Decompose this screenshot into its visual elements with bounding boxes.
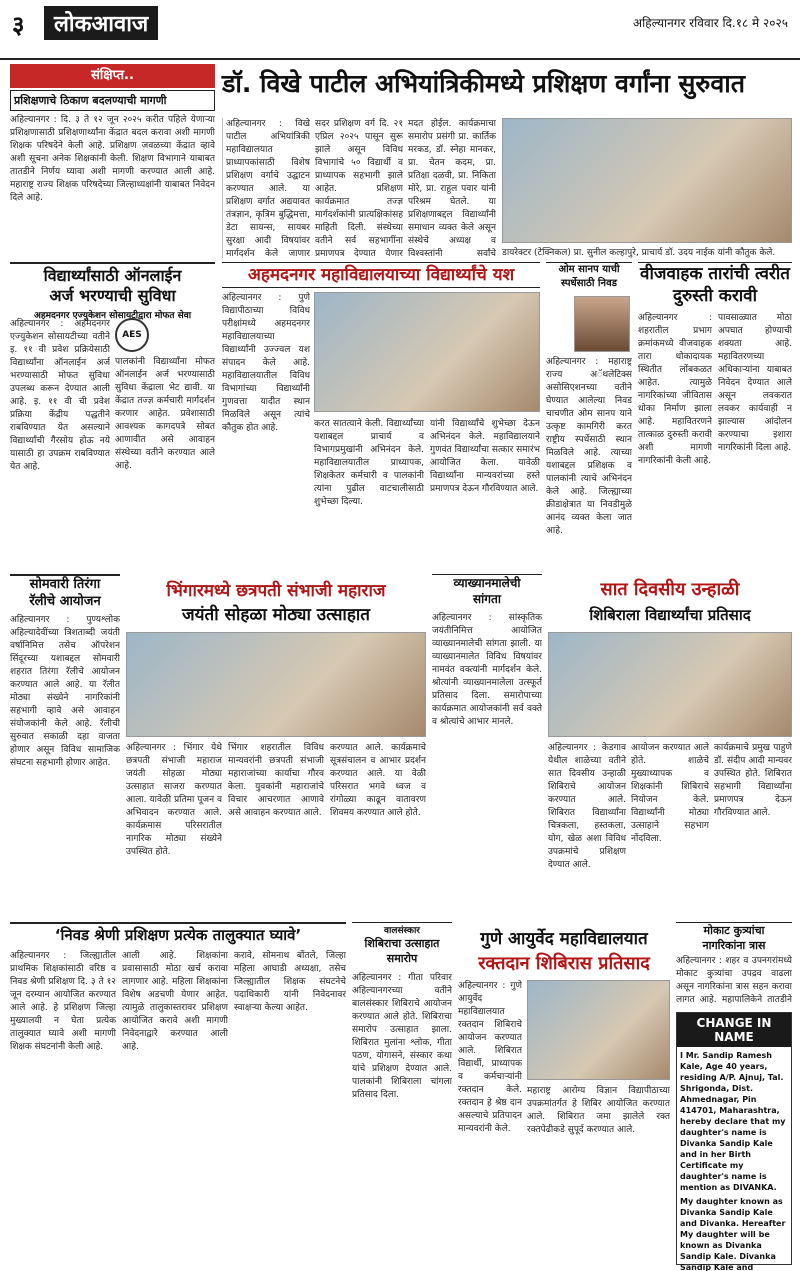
- paper-logo: लोकआवाज: [44, 6, 158, 40]
- change-name-para2: My daughter known as Divanka Sandip Kale and Divanka. Hereafter My daughter will be known as Divanka Sandip Kale. Divanka Sandip Kale and: [680, 1197, 786, 1271]
- ahmednagar-photo: [314, 292, 540, 412]
- change-name-ad: [676, 1012, 792, 1271]
- main-photo: [502, 118, 792, 243]
- walaskar-headline-line1: शिबिराचा उत्साहात: [364, 937, 440, 950]
- camp-headline-line2: शिबिराला विद्यार्थ्यांचा प्रतिसाद: [589, 606, 751, 624]
- change-name-para1: I Mr. Sandip Ramesh Kale, Age 40 years, residing A/P. Ajnuj, Tal. Shrigonda, Dist. Ahmednagar, Pin 414701, Maharashtra, hereby declare that my daughter's name is Divanka Sandip Kale and in her Birth Certificate my daughter's name is mention as DIVANKA.: [680, 1051, 786, 1192]
- walaskar-body: अहिल्यानगर : गीता परिवार अहिल्यानगरच्या वतीने बालसंस्कार शिबिराचे आयोजन करण्यात आले होते. शिबिराचा समारोप उत्साहात झाला. शिबिरात मुलांना श्लोक, गीता पठण, योगासने, संस्कार कथा यांचे प्रशिक्षण देण्यात आले. पालकांनी शिबिराला चांगला प्रतिसाद दिला.: [352, 973, 452, 1100]
- main-headline: डॉ. विखे पाटील अभियांत्रिकीमध्ये प्रशिक्षण वर्गांना सुरुवात: [222, 69, 745, 98]
- mokat-story: [676, 922, 792, 953]
- walaskar-story: [352, 922, 452, 966]
- sambhaji-headline-line2: जयंती सोहळा मोठ्या उत्साहात: [182, 605, 370, 625]
- pune-photo: [527, 980, 670, 1080]
- om-body: अहिल्यानगर : महाराष्ट्र राज्य अॅथलेटिक्स असोसिएशनच्या वतीने घेण्यात आलेल्या निवड चाचणीत ओम सानप याने उत्कृष्ट कामगिरी करत राष्ट्रीय स्पर्धेसाठी स्थान मिळविले आहे. त्याच्या यशाबद्दल प्रशिक्षक व पालकांनी त्याचे अभिनंदन केले आहे. जिल्ह्याच्या क्रीडाक्षेत्रात या निवडीमुळे आनंद व्यक्त केला जात आहे.: [546, 357, 632, 536]
- main-body-col3: मदत होईल. कार्यक्रमाचा समारोप प्रसंगी प्रा. कार्तिक मरकड, डॉ. स्नेहा मानकर, प्रा. चेतन कदम, प्रा. प्रतिक्षा दळवी, प्रा. निकिता मोरे, प्रा. राहुल पवार यांनी परिश्रम घेतले. या प्रशिक्षणाबद्दल विद्यार्थ्यांनी समाधान व्यक्त केले असून संस्थेचे अध्यक्ष व विश्वस्तांनी सर्वांचे: [408, 119, 496, 258]
- main-body-col1: अहिल्यानगर : विखे पाटील अभियांत्रिकी महाविद्यालयात प्राध्यापकांसाठी विशेष प्रशिक्षण वर्गाचे उद्घाटन करण्यात आले. या प्रशिक्षण वर्गात अद्ययावत तंत्रज्ञान, कृत्रिम बुद्धिमत्ता, डेटा सायन्स, सायबर सुरक्षा आदी विषयांवर मार्गदर्शन केले जाणार: [222, 118, 310, 258]
- ahmednagar-body-col3: यांनी विद्यार्थ्यांचे शुभेच्छा देऊन अभिनंदन केले. महाविद्यालयाने गुणवंत विद्यार्थ्यांचा सत्कार समारंभ आयोजित केला. यावेळी विद्यार्थ्यांना मान्यवरांच्या हस्ते प्रमाणपत्र देऊन गौरविण्यात आले.: [430, 419, 540, 494]
- ahmednagar-headline: अहमदनगर महाविद्यालयाच्या विद्यार्थ्यांचे यश: [222, 262, 540, 288]
- training-body-col2: आली आहे. शिक्षकांना प्रवासासाठी मोठा खर्च करावा लागणार आहे. महिला शिक्षकांना विशेष अडचणी येणार आहेत. त्यामुळे तालुकास्तरावर प्रशिक्षण आयोजित करावे अशी मागणी निवेदनाद्वारे करण्यात आली आहे.: [122, 951, 228, 1052]
- camp-photo: [548, 632, 792, 737]
- change-name-heading: CHANGE IN NAME: [677, 1013, 791, 1047]
- sambhaji-body-col3: करण्यात आले. कार्यक्रमाचे सूत्रसंचालन व आभार प्रदर्शन करण्यात आले. या वेळी परिसरात भगवे ध्वज व रांगोळ्या काढून वातावरण शिवमय करण्यात आले होते.: [330, 743, 426, 818]
- om-headline: ओम सानप याची स्पर्धेसाठी निवड: [558, 264, 620, 289]
- wire-story: [638, 262, 792, 307]
- main-photo-caption: डायरेक्टर (टेक्निकल) प्रा. सुनील कल्हापुरे, प्राचार्य डॉ. उदय नाईक यांनी कौतुक केले.: [502, 248, 776, 258]
- wire-headline-line1: वीजवाहक तारांची त्वरीत: [640, 264, 790, 284]
- om-body-side: [546, 296, 572, 356]
- wire-body-col2: पावसाळ्यात मोठा अपघात होण्याची शक्यता आहे. महावितरणच्या अधिकाऱ्यांना याबाबत निवेदन देण्यात आले असून लवकरात लवकर कार्यवाही न झाल्यास आंदोलन करण्याचा इशारा नागरिकांनी दिला आहे.: [718, 313, 792, 453]
- online-body-right: पालकांनी विद्यार्थ्यांना मोफत ऑनलाईन अर्ज भरण्यासाठी सुविधा केंद्राला भेट द्यावी. या केंद्रात तज्ज्ञ कर्मचारी मार्गदर्शन करणार आहेत. प्रवेशासाठी आवश्यक कागदपत्रे सोबत आणावीत असे आवाहन संस्थेच्या वतीने करण्यात आले आहे.: [115, 357, 215, 471]
- training-headline: ‘निवड श्रेणी प्रशिक्षण प्रत्येक तालुक्यात घ्यावे’: [10, 922, 346, 946]
- camp-body-col1: अहिल्यानगर : केडगाव येथील शाळेच्या वतीने सात दिवसीय उन्हाळी शिबिराचे आयोजन करण्यात आले. शिबिरात विद्यार्थ्यांना चित्रकला, हस्तकला, योग, खेळ अशा विविध उपक्रमांचे प्रशिक्षण देण्यात आले.: [548, 743, 626, 870]
- camp-body-col3: कार्यक्रमाचे प्रमुख पाहुणे डॉ. संदीप आदी मान्यवर उपस्थित होते. शिबिरात सहभागी विद्यार्थ्यांना प्रमाणपत्र देऊन गौरविण्यात आले.: [714, 743, 792, 818]
- training-body-col1: अहिल्यानगर : जिल्ह्यातील प्राथमिक शिक्षकांसाठी वरिष्ठ व निवड श्रेणी प्रशिक्षण दि. ३ ते १२ जून दरम्यान आयोजित करण्यात आले आहे. हे प्रशिक्षण जिल्हा मुख्यालयी न घेता प्रत्येक तालुक्यात घ्यावे अशी मागणी शिक्षक संघटनांनी केली आहे.: [10, 951, 116, 1052]
- om-portrait: [574, 296, 630, 352]
- aes-logo: AES: [115, 318, 149, 352]
- sambhaji-body-col2: भिंगार शहरातील विविध मान्यवरांनी छत्रपती संभाजी महाराजांच्या कार्याचा गौरव केला. युवकांनी महाराजांचे विचार आचरणात आणावे असे आवाहन करण्यात आले.: [228, 743, 324, 818]
- camp-body-col2: आयोजन करण्यात आले होते. शाळेचे मुख्याध्यापक व शिक्षकांनी शिबिराचे नियोजन केले. विद्यार्थ्यांनी मोठ्या उत्साहाने सहभाग नोंदविला.: [631, 743, 709, 844]
- pune-body-col2: महाराष्ट्र आरोग्य विज्ञान विद्यापीठाच्या उपक्रमांतर्गत हे शिबिर आयोजित करण्यात आले. शिबिरात जमा झालेले रक्त रक्तपेढीकडे सुपूर्द करण्यात आले.: [527, 1086, 670, 1135]
- training-body-col3: करावे, सोमनाथ बोंतले, जिल्हा महिला आघाडी अध्यक्षा, तसेच जिल्ह्यातील शिक्षक संघटनेचे पदाधिकारी यांनी निवेदनावर स्वाक्षऱ्या केल्या आहेत.: [234, 951, 346, 1013]
- sambhaji-headline-line1: भिंगारमध्ये छत्रपती संभाजी महाराज: [166, 581, 386, 601]
- ahmednagar-body-col2: करत सातत्याने केली. विद्यार्थ्यांच्या यशाबद्दल प्राचार्य व विभागप्रमुखांनी अभिनंदन केले. महाविद्यालयातील प्राध्यापक, शिक्षकेतर कर्मचारी व पालकांनी त्यांना पुढील वाटचालीसाठी शुभेच्छा दिल्या.: [314, 419, 424, 507]
- tiranga-body: अहिल्यानगर : पुण्यश्लोक अहिल्यादेवींच्या त्रिशताब्दी जयंती वर्षानिमित्त तसेच ऑपरेशन सिंदूरच्या यशाबद्दल सोमवारी शहरात तिरंगा रॅलीचे आयोजन करण्यात आले आहे. या रॅलीत मोठ्या संख्येने नागरिकांनी सहभागी व्हावे असे आवाहन संयोजकांनी केले आहे. रॅलीची सुरुवात सकाळी दहा वाजता होणार असून विविध सामाजिक संघटना सहभागी होणार आहेत.: [10, 615, 120, 768]
- online-headline-line1: विद्यार्थ्यांसाठी ऑनलाईन: [43, 266, 182, 285]
- page-number: ३: [12, 11, 25, 39]
- mokat-headline-line2: नागरिकांना त्रास: [702, 939, 766, 952]
- sankshipt-body: अहिल्यानगर : दि. ३ ते १२ जून २०२५ करीत पहिले येणाऱ्या प्रशिक्षणासाठी प्रशिक्षणार्थ्यांना केंद्रात बदल करावा अशी मागणी शिक्षक परिषदेने केली आहे. प्रशिक्षण जवळच्या केंद्रात व्हावे अशी सूचना अनेक शिक्षकांनी केली. शिक्षण विभागाने याबाबत तातडीने निर्णय घ्यावा अशी मागणी करण्यात आली आहे. महाराष्ट्र राज्य शिक्षक परिषदेच्या जिल्हाध्यक्षांनी याबाबत निवेदन दिले आहे.: [10, 115, 215, 203]
- vyakhyan-headline-line2: सांगता: [473, 592, 501, 606]
- wire-body-col1: अहिल्यानगर : शहरातील प्रभाग क्रमांकमध्ये वीजवाहक तारा धोकादायक स्थितीत लोंबकळत आहेत. त्यामुळे नागरिकांच्या जीवितास धोका निर्माण झाला आहे. महावितरणने तात्काळ दुरुस्ती करावी अशी मागणी नागरिकांनी केली आहे.: [638, 313, 712, 466]
- sankshipt-box: [10, 90, 215, 255]
- tiranga-story: [10, 574, 120, 610]
- online-body-right-top: [152, 318, 215, 352]
- sankshipt-label: संक्षिप्त..: [10, 64, 215, 88]
- pune-headline-line1: गुणे आयुर्वेद महाविद्यालयात: [480, 929, 648, 949]
- tiranga-headline-line2: रॅलीचे आयोजन: [29, 594, 101, 609]
- online-headline-line2: अर्ज भरण्याची सुविधा: [49, 286, 176, 305]
- vyakhyan-story: [432, 574, 542, 607]
- sambhaji-photo: [126, 632, 426, 737]
- online-story: [10, 262, 215, 321]
- masthead: [0, 0, 800, 60]
- pune-body-col1: अहिल्यानगर : गुणे आयुर्वेद महाविद्यालयात रक्तदान शिबिराचे आयोजन करण्यात आले. शिबिरात विद्यार्थी, प्राध्यापक व कर्मचाऱ्यांनी रक्तदान केले. रक्तदान हे श्रेष्ठ दान असल्याचे प्रतिपादन मान्यवरांनी केले.: [458, 981, 522, 1134]
- om-story: [546, 262, 632, 291]
- sambhaji-body-col1: अहिल्यानगर : भिंगार येथे छत्रपती संभाजी महाराज जयंती सोहळा मोठ्या उत्साहात साजरा करण्यात आला. यावेळी प्रतिमा पूजन व अभिवादन करण्यात आले. कार्यक्रमास परिसरातील नागरिक मोठ्या संख्येने उपस्थित होते.: [126, 743, 222, 857]
- mokat-body: अहिल्यानगर : शहर व उपनगरांमध्ये मोकाट कुत्र्यांचा उपद्रव वाढला असून नागरिकांना त्रास सहन करावा लागत आहे. महापालिकेने तातडीने: [676, 956, 792, 1005]
- online-subhead: अहमदनगर एज्युकेशन सोसायटीद्वारा मोफत सेवा: [33, 311, 192, 321]
- tiranga-headline-line1: सोमवारी तिरंगा: [29, 577, 101, 592]
- wire-headline-line2: दुरुस्ती करावी: [672, 286, 758, 306]
- sankshipt-headline: प्रशिक्षणाचे ठिकाण बदलण्याची मागणी: [10, 90, 215, 111]
- dateline: अहिल्यानगर रविवार दि.१८ मे २०२५: [632, 16, 788, 30]
- main-body-col2: सदर प्रशिक्षण वर्ग दि. २१ एप्रिल २०२५ पासून सुरू झाले असून विविध विभागांचे ५० विद्यार्थी व प्राध्यापक सहभागी झाले आहेत. प्रशिक्षण कार्यक्रमात तज्ज्ञ मार्गदर्शकांनी प्रात्यक्षिकांसह माहिती दिली. संस्थेच्या वतीने सर्व सहभागींना प्रमाणपत्र देण्यात येणार: [315, 119, 403, 258]
- camp-headline-line1: सात दिवसीय उन्हाळी: [600, 579, 740, 600]
- pune-headline-line2: रक्तदान शिबिरास प्रतिसाद: [478, 953, 650, 974]
- vyakhyan-headline-line1: व्याख्यानमालेची: [453, 576, 521, 590]
- online-body-left: अहिल्यानगर : अहमदनगर एज्युकेशन सोसायटीच्या वतीने इ. ११ वी प्रवेश प्रक्रियेसाठी विद्यार्थ्यांना ऑनलाईन अर्ज भरण्यासाठी मोफत सुविधा उपलब्ध करून देण्यात आली आहे. इ. ११ वी ची प्रवेश प्रक्रिया केंद्रीय पद्धतीने राबविण्यात येत असल्याने विद्यार्थ्यांची गैरसोय होऊ नये यासाठी हा उपक्रम राबविण्यात येत आहे.: [10, 319, 110, 472]
- walaskar-pre-headline: वालसंस्कार: [384, 926, 420, 936]
- walaskar-headline-line2: समारोप: [386, 952, 418, 965]
- mokat-headline-line1: मोकाट कुत्र्यांचा: [703, 924, 765, 937]
- ahmednagar-body-col1: अहिल्यानगर : पुणे विद्यापीठाच्या विविध परीक्षांमध्ये अहमदनगर महाविद्यालयाच्या विद्यार्थ्यांनी उज्ज्वल यश संपादन केले आहे. महाविद्यालयातील विविध विभागांच्या विद्यार्थ्यांनी गुणवत्ता यादीत स्थान मिळविले असून त्यांचे कौतुक होत आहे.: [222, 293, 310, 433]
- vyakhyan-body: अहिल्यानगर : सांस्कृतिक जयंतीनिमित्त आयोजित व्याख्यानमालेची सांगता झाली. या व्याख्यानमालेत विविध विषयांवर नामवंत वक्त्यांनी मार्गदर्शन केले. श्रोत्यांनी व्याख्यानमालेला उत्स्फूर्त प्रतिसाद दिला. समारोपाच्या कार्यक्रमात आयोजकांनी सर्व वक्ते व श्रोत्यांचे आभार मानले.: [432, 613, 542, 727]
